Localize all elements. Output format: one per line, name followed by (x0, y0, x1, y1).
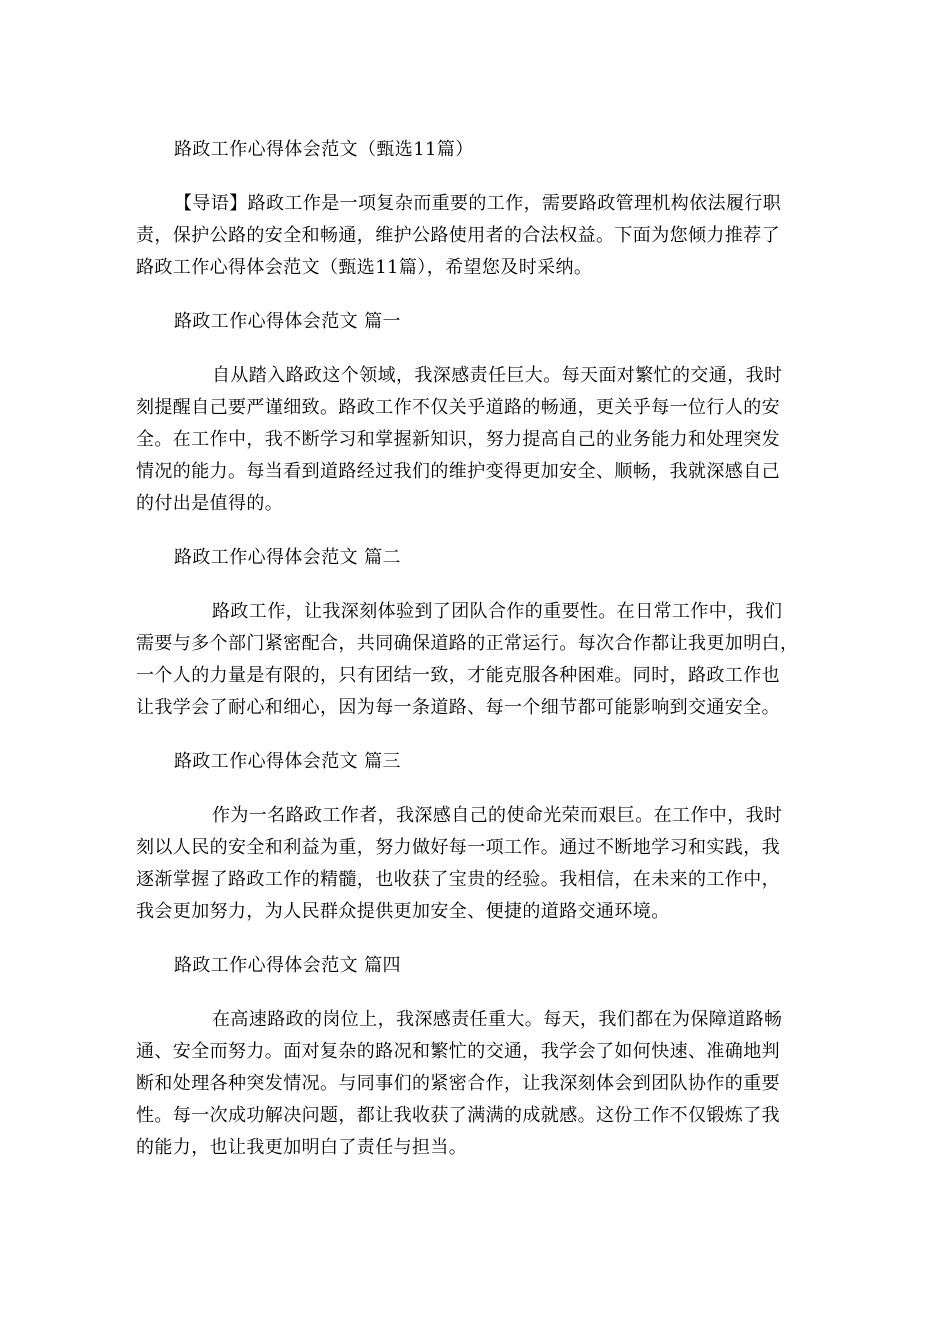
paragraph-line: 作为一名路政工作者，我深感自己的使命光荣而艰巨。在工作中，我时 (212, 805, 783, 826)
paragraph-line: 断和处理各种突发情况。与同事们的紧密合作，让我深刻体会到团队协作的重要 (136, 1073, 780, 1094)
section-heading: 路政工作心得体会范文 篇四 (174, 955, 401, 976)
intro-line: 路政工作心得体会范文（甄选11篇），希望您及时采纳。 (136, 257, 593, 278)
page-title: 路政工作心得体会范文（甄选11篇） (174, 139, 474, 160)
document-body (136, 134, 816, 1164)
paragraph-line: 逐渐掌握了路政工作的精髓，也收获了宝贵的经验。我相信，在未来的工作中， (136, 869, 780, 890)
paragraph-line: 刻提醒自己要严谨细致。路政工作不仅关乎道路的畅通，更关乎每一位行人的安 (136, 397, 780, 418)
section-paragraph (136, 596, 816, 724)
paragraph-line: 情况的能力。每当看到道路经过我们的维护变得更加安全、顺畅，我就深感自己 (136, 461, 780, 482)
section-heading: 路政工作心得体会范文 篇三 (174, 751, 401, 772)
intro-line: 责，保护公路的安全和畅通，维护公路使用者的合法权益。下面为您倾力推荐了 (136, 225, 780, 246)
paragraph-line: 路政工作，让我深刻体验到了团队合作的重要性。在日常工作中，我们 (212, 601, 783, 622)
paragraph-line: 性。每一次成功解决问题，都让我收获了满满的成就感。这份工作不仅锻炼了我 (136, 1105, 780, 1126)
paragraph-line: 自从踏入路政这个领域，我深感责任巨大。每天面对繁忙的交通，我时 (212, 365, 783, 386)
paragraph-line: 需要与多个部门紧密配合，共同确保道路的正常运行。每次合作都让我更加明白， (136, 633, 799, 654)
paragraph-line: 的能力，也让我更加明白了责任与担当。 (136, 1137, 468, 1158)
intro-line: 【导语】路政工作是一项复杂而重要的工作，需要路政管理机构依法履行职 (174, 193, 782, 214)
section-paragraph (136, 1004, 816, 1164)
paragraph-line: 让我学会了耐心和细心，因为每一条道路、每一个细节都可能影响到交通安全。 (136, 697, 780, 718)
paragraph-line: 的付出是值得的。 (136, 493, 284, 514)
paragraph-line: 在高速路政的岗位上，我深感责任重大。每天，我们都在为保障道路畅 (212, 1009, 783, 1030)
paragraph-line: 全。在工作中，我不断学习和掌握新知识，努力提高自己的业务能力和处理突发 (136, 429, 780, 450)
paragraph-line: 我会更加努力，为人民群众提供更加安全、便捷的道路交通环境。 (136, 901, 670, 922)
paragraph-line: 通、安全而努力。面对复杂的路况和繁忙的交通，我学会了如何快速、准确地判 (136, 1041, 780, 1062)
intro-paragraph (136, 188, 816, 284)
paragraph-line: 刻以人民的安全和利益为重，努力做好每一项工作。通过不断地学习和实践，我 (136, 837, 780, 858)
paragraph-line: 一个人的力量是有限的，只有团结一致，才能克服各种困难。同时，路政工作也 (136, 665, 780, 686)
section-heading: 路政工作心得体会范文 篇一 (174, 311, 401, 332)
section-paragraph (136, 800, 816, 928)
section-paragraph (136, 360, 816, 520)
section-heading: 路政工作心得体会范文 篇二 (174, 547, 401, 568)
